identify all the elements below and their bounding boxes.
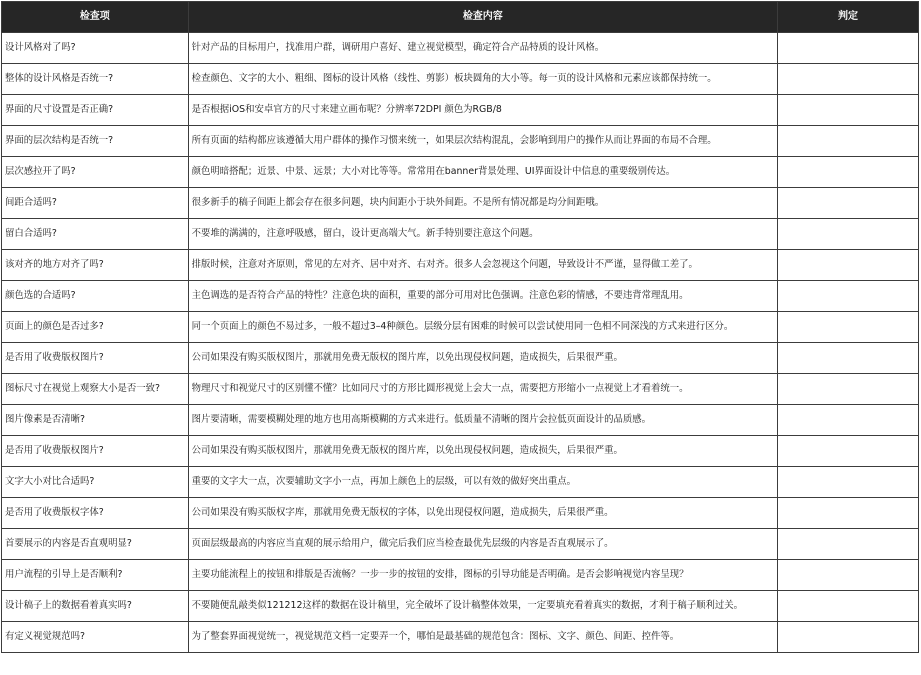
verdict-cell[interactable] (777, 250, 918, 281)
check-content-cell: 为了整套界面视觉统一，视觉规范文档一定要弄一个，哪怕是最基础的规范包含：图标、文字、颜色、间距、控件等。 (188, 622, 777, 653)
header-check-item: 检查项 (2, 2, 189, 33)
check-content-cell: 针对产品的目标用户，找准用户群，调研用户喜好、建立视觉模型，确定符合产品特质的设计风格。 (188, 33, 777, 64)
table-row (2, 250, 919, 281)
check-content-cell: 图片要清晰，需要模糊处理的地方也用高斯模糊的方式来进行。低质量不清晰的图片会拉低页面设计的品质感。 (188, 405, 777, 436)
verdict-cell[interactable] (777, 405, 918, 436)
verdict-cell[interactable] (777, 374, 918, 405)
table-row (2, 219, 919, 250)
check-content-cell: 公司如果没有购买版权图片，那就用免费无版权的图片库，以免出现侵权问题，造成损失，后果很严重。 (188, 436, 777, 467)
table-row (2, 560, 919, 591)
check-item-cell: 整体的设计风格是否统一? (2, 64, 189, 95)
table-row (2, 64, 919, 95)
table-row (2, 188, 919, 219)
table-row (2, 126, 919, 157)
check-content-cell: 页面层级最高的内容应当直观的展示给用户，做完后我们应当检查最优先层级的内容是否直观展示了。 (188, 529, 777, 560)
check-content-cell: 主色调选的是否符合产品的特性？注意色块的面积，重要的部分可用对比色强调。注意色彩的情感，不要违背常理乱用。 (188, 281, 777, 312)
check-content-cell: 很多新手的稿子间距上都会存在很多问题，块内间距小于块外间距。不是所有情况都是均分间距哦。 (188, 188, 777, 219)
table-row (2, 529, 919, 560)
check-item-cell: 界面的尺寸设置是否正确? (2, 95, 189, 126)
check-content-cell: 检查颜色、文字的大小、粗细、图标的设计风格（线性、剪影）板块圆角的大小等。每一页的设计风格和元素应该都保持统一。 (188, 64, 777, 95)
verdict-cell[interactable] (777, 343, 918, 374)
verdict-cell[interactable] (777, 33, 918, 64)
table-row (2, 374, 919, 405)
header-check-content: 检查内容 (188, 2, 777, 33)
table-row (2, 157, 919, 188)
check-content-cell: 物理尺寸和视觉尺寸的区别懂不懂？比如同尺寸的方形比圆形视觉上会大一点，需要把方形缩小一点视觉上才看着统一。 (188, 374, 777, 405)
check-item-cell: 是否用了收费版权字体? (2, 498, 189, 529)
table-row (2, 312, 919, 343)
verdict-cell[interactable] (777, 560, 918, 591)
check-item-cell: 层次感拉开了吗? (2, 157, 189, 188)
verdict-cell[interactable] (777, 219, 918, 250)
check-item-cell: 页面上的颜色是否过多? (2, 312, 189, 343)
check-item-cell: 设计风格对了吗? (2, 33, 189, 64)
check-content-cell: 不要随便乱敲类似121212这样的数据在设计稿里，完全破坏了设计稿整体效果，一定要填充看着真实的数据，才利于稿子顺利过关。 (188, 591, 777, 622)
table-row (2, 95, 919, 126)
check-item-cell: 是否用了收费版权图片? (2, 436, 189, 467)
verdict-cell[interactable] (777, 126, 918, 157)
check-content-cell: 公司如果没有购买版权图片，那就用免费无版权的图片库，以免出现侵权问题，造成损失，后果很严重。 (188, 343, 777, 374)
table-row (2, 405, 919, 436)
table-row (2, 33, 919, 64)
verdict-cell[interactable] (777, 64, 918, 95)
check-item-cell: 设计稿子上的数据看着真实吗? (2, 591, 189, 622)
header-row (2, 2, 919, 33)
table-row (2, 622, 919, 653)
check-content-cell: 所有页面的结构都应该遵循大用户群体的操作习惯来统一，如果层次结构混乱，会影响到用户的操作从而让界面的布局不合理。 (188, 126, 777, 157)
checklist-table (1, 1, 919, 653)
verdict-cell[interactable] (777, 312, 918, 343)
check-content-cell: 公司如果没有购买版权字库，那就用免费无版权的字体，以免出现侵权问题，造成损失，后果很严重。 (188, 498, 777, 529)
check-item-cell: 首要展示的内容是否直观明显? (2, 529, 189, 560)
check-item-cell: 间距合适吗? (2, 188, 189, 219)
check-content-cell: 是否根据iOS和安卓官方的尺寸来建立画布呢？分辨率72DPI 颜色为RGB/8 (188, 95, 777, 126)
verdict-cell[interactable] (777, 498, 918, 529)
table-row (2, 591, 919, 622)
table-body (2, 33, 919, 653)
check-content-cell: 排版时候，注意对齐原则，常见的左对齐、居中对齐、右对齐。很多人会忽视这个问题，导致设计不严谨，显得做工差了。 (188, 250, 777, 281)
verdict-cell[interactable] (777, 436, 918, 467)
verdict-cell[interactable] (777, 467, 918, 498)
verdict-cell[interactable] (777, 591, 918, 622)
check-item-cell: 文字大小对比合适吗? (2, 467, 189, 498)
check-content-cell: 颜色明暗搭配；近景、中景、远景；大小对比等等。常常用在banner背景处理、UI界面设计中信息的重要级别传达。 (188, 157, 777, 188)
check-item-cell: 有定义视觉规范吗? (2, 622, 189, 653)
check-item-cell: 界面的层次结构是否统一? (2, 126, 189, 157)
header-verdict: 判定 (777, 2, 918, 33)
check-content-cell: 重要的文字大一点，次要辅助文字小一点，再加上颜色上的层级，可以有效的做好突出重点。 (188, 467, 777, 498)
table-row (2, 436, 919, 467)
verdict-cell[interactable] (777, 529, 918, 560)
verdict-cell[interactable] (777, 95, 918, 126)
check-item-cell: 留白合适吗? (2, 219, 189, 250)
table-row (2, 343, 919, 374)
check-item-cell: 该对齐的地方对齐了吗? (2, 250, 189, 281)
table-header (2, 2, 919, 33)
check-item-cell: 是否用了收费版权图片? (2, 343, 189, 374)
check-content-cell: 主要功能流程上的按钮和排版是否流畅？一步一步的按钮的安排，图标的引导功能是否明确。是否会影响视觉内容呈现？ (188, 560, 777, 591)
table-row (2, 467, 919, 498)
check-item-cell: 图片像素是否清晰? (2, 405, 189, 436)
table-row (2, 281, 919, 312)
verdict-cell[interactable] (777, 188, 918, 219)
check-content-cell: 不要堆的满满的，注意呼吸感，留白，设计更高端大气。新手特别要注意这个问题。 (188, 219, 777, 250)
verdict-cell[interactable] (777, 157, 918, 188)
table-row (2, 498, 919, 529)
check-item-cell: 颜色选的合适吗? (2, 281, 189, 312)
verdict-cell[interactable] (777, 281, 918, 312)
check-content-cell: 同一个页面上的颜色不易过多，一般不超过3–4种颜色。层级分层有困难的时候可以尝试使用同一色相不同深浅的方式来进行区分。 (188, 312, 777, 343)
check-item-cell: 图标尺寸在视觉上观察大小是否一致? (2, 374, 189, 405)
verdict-cell[interactable] (777, 622, 918, 653)
check-item-cell: 用户流程的引导上是否顺利? (2, 560, 189, 591)
